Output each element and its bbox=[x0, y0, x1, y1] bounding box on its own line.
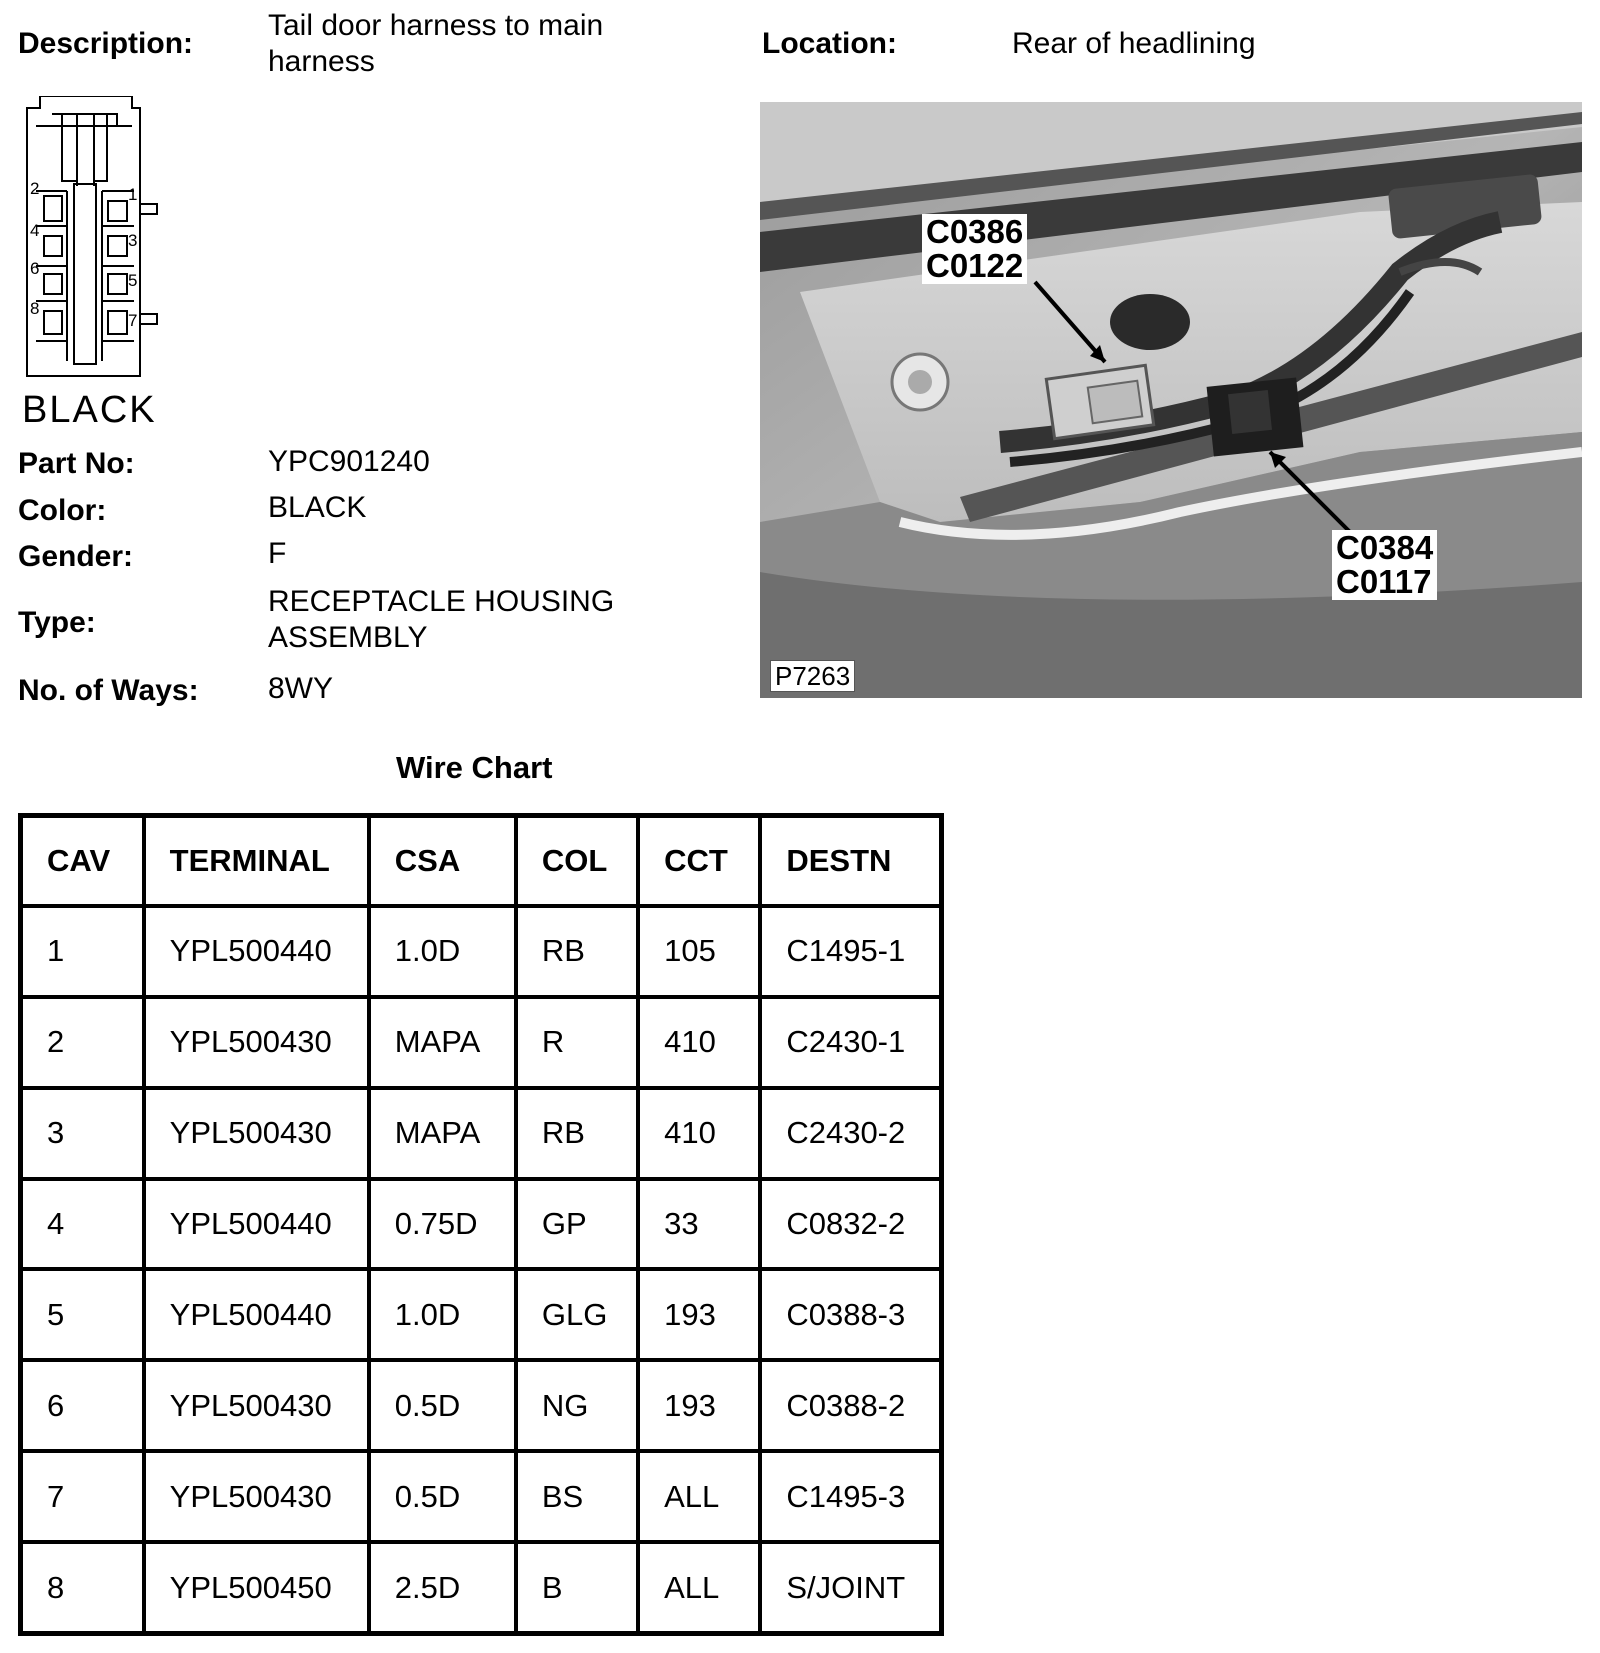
cell-cav: 1 bbox=[21, 906, 144, 997]
table-row bbox=[21, 1088, 942, 1179]
cell-terminal: YPL500430 bbox=[144, 1451, 369, 1542]
cell-destn: C1495-1 bbox=[760, 906, 941, 997]
callout-c0384-line: C0384 bbox=[1336, 529, 1434, 566]
callout-c0386 bbox=[922, 214, 1027, 284]
column-header-cav: CAV bbox=[21, 816, 144, 907]
part-no-value: YPC901240 bbox=[268, 445, 430, 478]
part-no-label: Part No: bbox=[18, 447, 135, 480]
cell-terminal: YPL500430 bbox=[144, 1088, 369, 1179]
cell-terminal: YPL500430 bbox=[144, 1360, 369, 1451]
callout-c0117-line: C0117 bbox=[1336, 563, 1432, 600]
photo-id-label: P7263 bbox=[770, 660, 855, 692]
column-header-terminal: TERMINAL bbox=[144, 816, 369, 907]
cell-terminal: YPL500430 bbox=[144, 997, 369, 1088]
cell-cct: 193 bbox=[638, 1269, 760, 1360]
column-header-col: COL bbox=[516, 816, 638, 907]
location-photo bbox=[760, 102, 1582, 698]
cell-csa: MAPA bbox=[369, 1088, 516, 1179]
table-row bbox=[21, 1269, 942, 1360]
color-label: Color: bbox=[18, 494, 107, 527]
connector-color-caption: BLACK bbox=[22, 389, 157, 431]
color-value: BLACK bbox=[268, 491, 367, 524]
type-label: Type: bbox=[18, 606, 96, 639]
column-header-csa: CSA bbox=[369, 816, 516, 907]
table-row bbox=[21, 1179, 942, 1270]
pin-label-8: 8 bbox=[30, 299, 40, 318]
cell-cct: 33 bbox=[638, 1179, 760, 1270]
cell-cct: 410 bbox=[638, 1088, 760, 1179]
cell-terminal: YPL500440 bbox=[144, 1269, 369, 1360]
wire-chart-header-row bbox=[21, 816, 942, 907]
callout-c0384 bbox=[1332, 530, 1437, 600]
cell-csa: MAPA bbox=[369, 997, 516, 1088]
cell-csa: 0.5D bbox=[369, 1360, 516, 1451]
cell-cct: 105 bbox=[638, 906, 760, 997]
cell-col: GLG bbox=[516, 1269, 638, 1360]
cell-csa: 0.5D bbox=[369, 1451, 516, 1542]
cell-destn: S/JOINT bbox=[760, 1542, 941, 1633]
cell-cav: 7 bbox=[21, 1451, 144, 1542]
ways-label: No. of Ways: bbox=[18, 674, 199, 707]
connector-face-diagram bbox=[22, 96, 172, 386]
cell-destn: C1495-3 bbox=[760, 1451, 941, 1542]
cell-destn: C0388-2 bbox=[760, 1360, 941, 1451]
description-line-1: Tail door harness to main bbox=[268, 9, 604, 42]
cell-cav: 6 bbox=[21, 1360, 144, 1451]
cell-cav: 2 bbox=[21, 997, 144, 1088]
cell-col: R bbox=[516, 997, 638, 1088]
cell-cav: 3 bbox=[21, 1088, 144, 1179]
cell-col: NG bbox=[516, 1360, 638, 1451]
cell-col: RB bbox=[516, 906, 638, 997]
ways-value: 8WY bbox=[268, 672, 334, 705]
cell-csa: 0.75D bbox=[369, 1179, 516, 1270]
cell-destn: C2430-2 bbox=[760, 1088, 941, 1179]
cell-cct: 410 bbox=[638, 997, 760, 1088]
table-row bbox=[21, 997, 942, 1088]
table-row bbox=[21, 906, 942, 997]
cell-col: GP bbox=[516, 1179, 638, 1270]
pin-label-3: 3 bbox=[128, 231, 138, 250]
column-header-destn: DESTN bbox=[760, 816, 941, 907]
gender-label: Gender: bbox=[18, 540, 134, 573]
cell-col: BS bbox=[516, 1451, 638, 1542]
cell-csa: 2.5D bbox=[369, 1542, 516, 1633]
wire-chart-table bbox=[18, 813, 944, 1636]
location-value: Rear of headlining bbox=[1012, 27, 1256, 60]
description-label: Description: bbox=[18, 27, 194, 60]
cell-terminal: YPL500450 bbox=[144, 1542, 369, 1633]
column-header-cct: CCT bbox=[638, 816, 760, 907]
type-line-2: ASSEMBLY bbox=[268, 621, 428, 654]
pin-label-4: 4 bbox=[30, 221, 40, 240]
cell-cct: ALL bbox=[638, 1451, 760, 1542]
pin-label-7: 7 bbox=[128, 311, 138, 330]
cell-cav: 4 bbox=[21, 1179, 144, 1270]
cell-destn: C0832-2 bbox=[760, 1179, 941, 1270]
wire-chart-title: Wire Chart bbox=[396, 750, 553, 785]
callout-c0386-line: C0386 bbox=[926, 213, 1024, 250]
cell-csa: 1.0D bbox=[369, 1269, 516, 1360]
cell-col: B bbox=[516, 1542, 638, 1633]
cell-cav: 5 bbox=[21, 1269, 144, 1360]
cell-cct: 193 bbox=[638, 1360, 760, 1451]
table-row bbox=[21, 1360, 942, 1451]
table-row bbox=[21, 1451, 942, 1542]
table-row bbox=[21, 1542, 942, 1633]
cell-destn: C2430-1 bbox=[760, 997, 941, 1088]
pin-label-2: 2 bbox=[30, 179, 40, 198]
pin-label-1: 1 bbox=[128, 185, 138, 204]
type-line-1: RECEPTACLE HOUSING bbox=[268, 585, 615, 618]
cell-cav: 8 bbox=[21, 1542, 144, 1633]
cell-terminal: YPL500440 bbox=[144, 906, 369, 997]
gender-value: F bbox=[268, 537, 287, 570]
cell-col: RB bbox=[516, 1088, 638, 1179]
cell-cct: ALL bbox=[638, 1542, 760, 1633]
cell-destn: C0388-3 bbox=[760, 1269, 941, 1360]
callout-c0122-line: C0122 bbox=[926, 247, 1024, 284]
location-label: Location: bbox=[762, 27, 897, 60]
pin-label-6: 6 bbox=[30, 259, 40, 278]
pin-label-5: 5 bbox=[128, 271, 138, 290]
cell-terminal: YPL500440 bbox=[144, 1179, 369, 1270]
description-line-2: harness bbox=[268, 45, 375, 78]
cell-csa: 1.0D bbox=[369, 906, 516, 997]
